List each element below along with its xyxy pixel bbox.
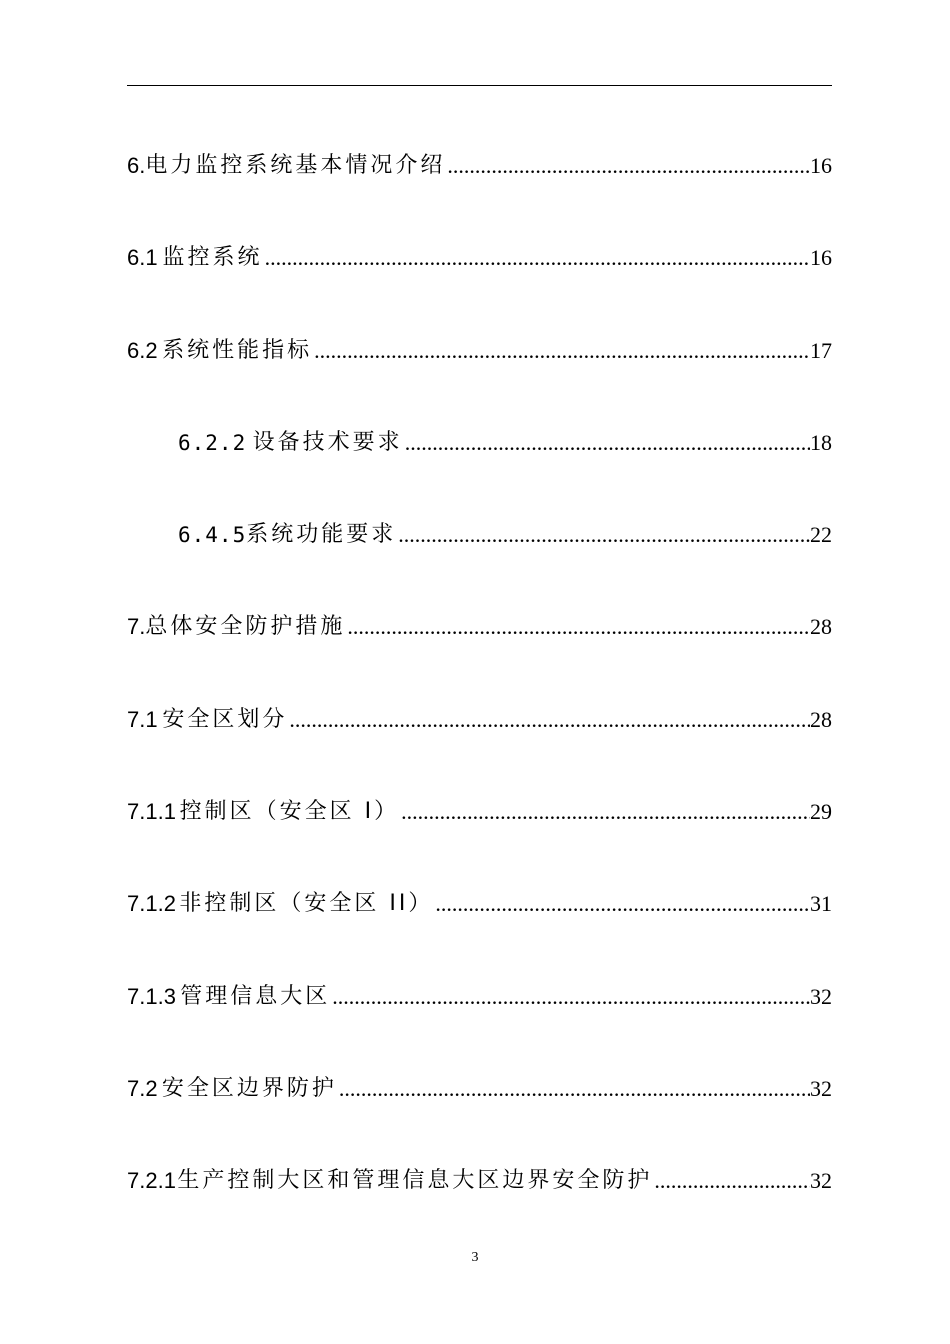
- toc-entry-title: 系统功能要求: [246, 522, 397, 548]
- toc-dot-leader: [339, 1066, 810, 1112]
- toc-entry[interactable]: [127, 235, 832, 327]
- toc-dot-leader: [289, 697, 810, 743]
- header-rule: [127, 85, 832, 86]
- toc-entry[interactable]: [127, 143, 832, 235]
- toc-entry-number: 7.1.1: [127, 799, 176, 825]
- toc-entry-page: 31: [810, 891, 832, 917]
- toc-dot-leader: [332, 974, 810, 1020]
- toc-entry-number: 7.1.3: [127, 983, 176, 1009]
- toc-entry-title: 设备技术要求: [252, 429, 403, 455]
- toc-entry-page: 32: [810, 1075, 832, 1101]
- toc-entry-title: 生产控制大区和管理信息大区边界安全防护: [177, 1168, 653, 1194]
- toc-dot-leader: [447, 143, 810, 189]
- toc-entry-title: 安全区边界防护: [161, 1075, 337, 1101]
- toc-entry-number: 7.2.1: [127, 1168, 176, 1194]
- toc-entry-number: 7.: [127, 614, 146, 640]
- toc-entry-title: 非控制区（安全区 II）: [179, 891, 434, 917]
- toc-entry-number: 7.2: [127, 1075, 158, 1101]
- toc-dot-leader: [314, 328, 810, 374]
- toc-dot-leader: [401, 789, 810, 835]
- toc-entry[interactable]: [127, 974, 832, 1066]
- toc-entry-page: 29: [810, 799, 832, 825]
- toc-dot-leader: [347, 604, 810, 650]
- toc-entry-number: 6.2.2: [178, 430, 247, 455]
- toc-entry[interactable]: [127, 697, 832, 789]
- toc-entry-page: 32: [810, 983, 832, 1009]
- toc-dot-leader: [398, 512, 810, 558]
- toc-entry-title: 电力监控系统基本情况介绍: [145, 153, 446, 178]
- toc-entry-page: 16: [810, 245, 832, 271]
- toc-entry-number: 6.1: [127, 245, 158, 271]
- toc-dot-leader: [435, 881, 810, 927]
- toc-dot-leader: [405, 420, 810, 466]
- toc-entry[interactable]: [127, 1158, 832, 1250]
- toc-entry-number: 7.1: [127, 706, 158, 732]
- toc-entry[interactable]: [127, 1066, 832, 1158]
- toc-entry-page: 18: [810, 429, 832, 455]
- toc-entry[interactable]: [127, 420, 832, 512]
- toc-entry[interactable]: [127, 604, 832, 696]
- toc-entry-page: 16: [810, 153, 832, 178]
- toc-entry-title: 总体安全防护措施: [145, 614, 346, 640]
- toc-entry-number: 6.4.5: [178, 523, 247, 548]
- toc-entry[interactable]: [127, 328, 832, 420]
- toc-entry[interactable]: [127, 512, 832, 604]
- toc-dot-leader: [265, 235, 810, 281]
- toc-entry-page: 32: [810, 1168, 832, 1194]
- toc-entry-page: 22: [810, 522, 832, 548]
- toc-entry-number: 6.2: [127, 337, 158, 363]
- toc-entry-number: 6.: [127, 153, 146, 178]
- toc-entry[interactable]: [127, 789, 832, 881]
- toc-entry-title: 系统性能指标: [162, 337, 313, 363]
- toc-entry-title: 监控系统: [162, 245, 263, 271]
- toc-entry-page: 17: [810, 337, 832, 363]
- toc-dot-leader: [654, 1158, 810, 1204]
- page-number: 3: [471, 1250, 479, 1265]
- toc-entry-number: 7.1.2: [127, 891, 176, 917]
- toc-entry-title: 控制区（安全区 I）: [179, 799, 400, 825]
- toc-entry-page: 28: [810, 706, 832, 732]
- toc-entry-title: 安全区划分: [162, 706, 288, 732]
- toc-entry-title: 管理信息大区: [180, 983, 331, 1009]
- toc-entry-page: 28: [810, 614, 832, 640]
- toc-entry[interactable]: [127, 881, 832, 973]
- table-of-contents: [127, 143, 832, 1251]
